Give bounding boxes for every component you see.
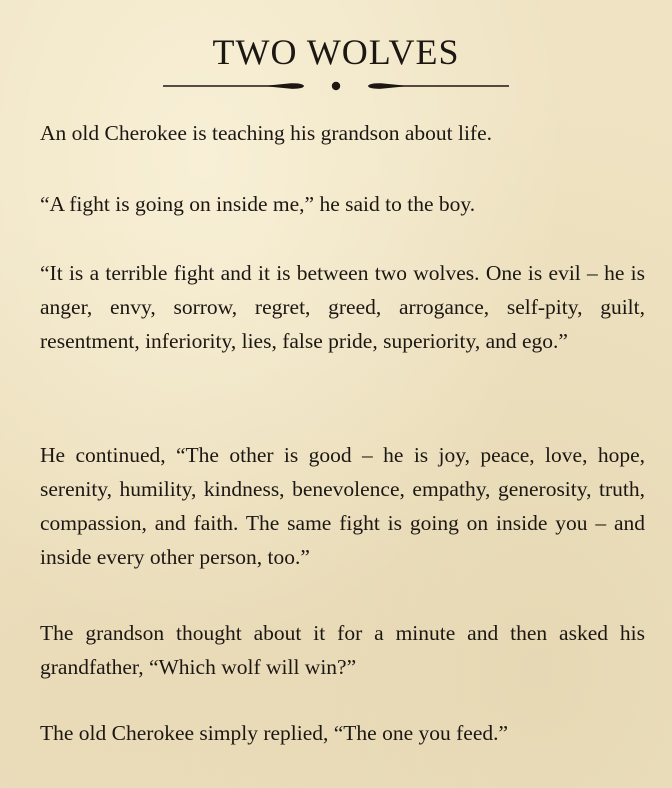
- paragraph-good-wolf: He continued, “The other is good – he is joy, peace, love, hope, serenity, humility, kindness, benevolence, empathy, generosity, truth, compassion, and faith. The same fight is going on inside you – and inside every other person, too.”: [40, 443, 645, 569]
- paragraph-fight-inside: “A fight is going on inside me,” he said to the boy.: [40, 192, 476, 216]
- page-title: TWO WOLVES: [212, 32, 460, 72]
- title-divider-ornament: [163, 76, 509, 96]
- divider-left-taper: [263, 83, 304, 89]
- paragraph-intro: An old Cherokee is teaching his grandson about life.: [40, 121, 492, 145]
- paragraph-question: The grandson thought about it for a minute and then asked his grandfather, “Which wolf will win?”: [40, 621, 645, 679]
- paragraph-evil-wolf: “It is a terrible fight and it is between two wolves. One is evil – he is anger, envy, sorrow, regret, greed, arrogance, self-pity, guilt, resentment, inferiority, lies, false pride, superiority, and ego.”: [40, 261, 645, 353]
- paragraph-answer: The old Cherokee simply replied, “The one you feed.”: [40, 721, 509, 745]
- divider-center-dot: [332, 82, 340, 90]
